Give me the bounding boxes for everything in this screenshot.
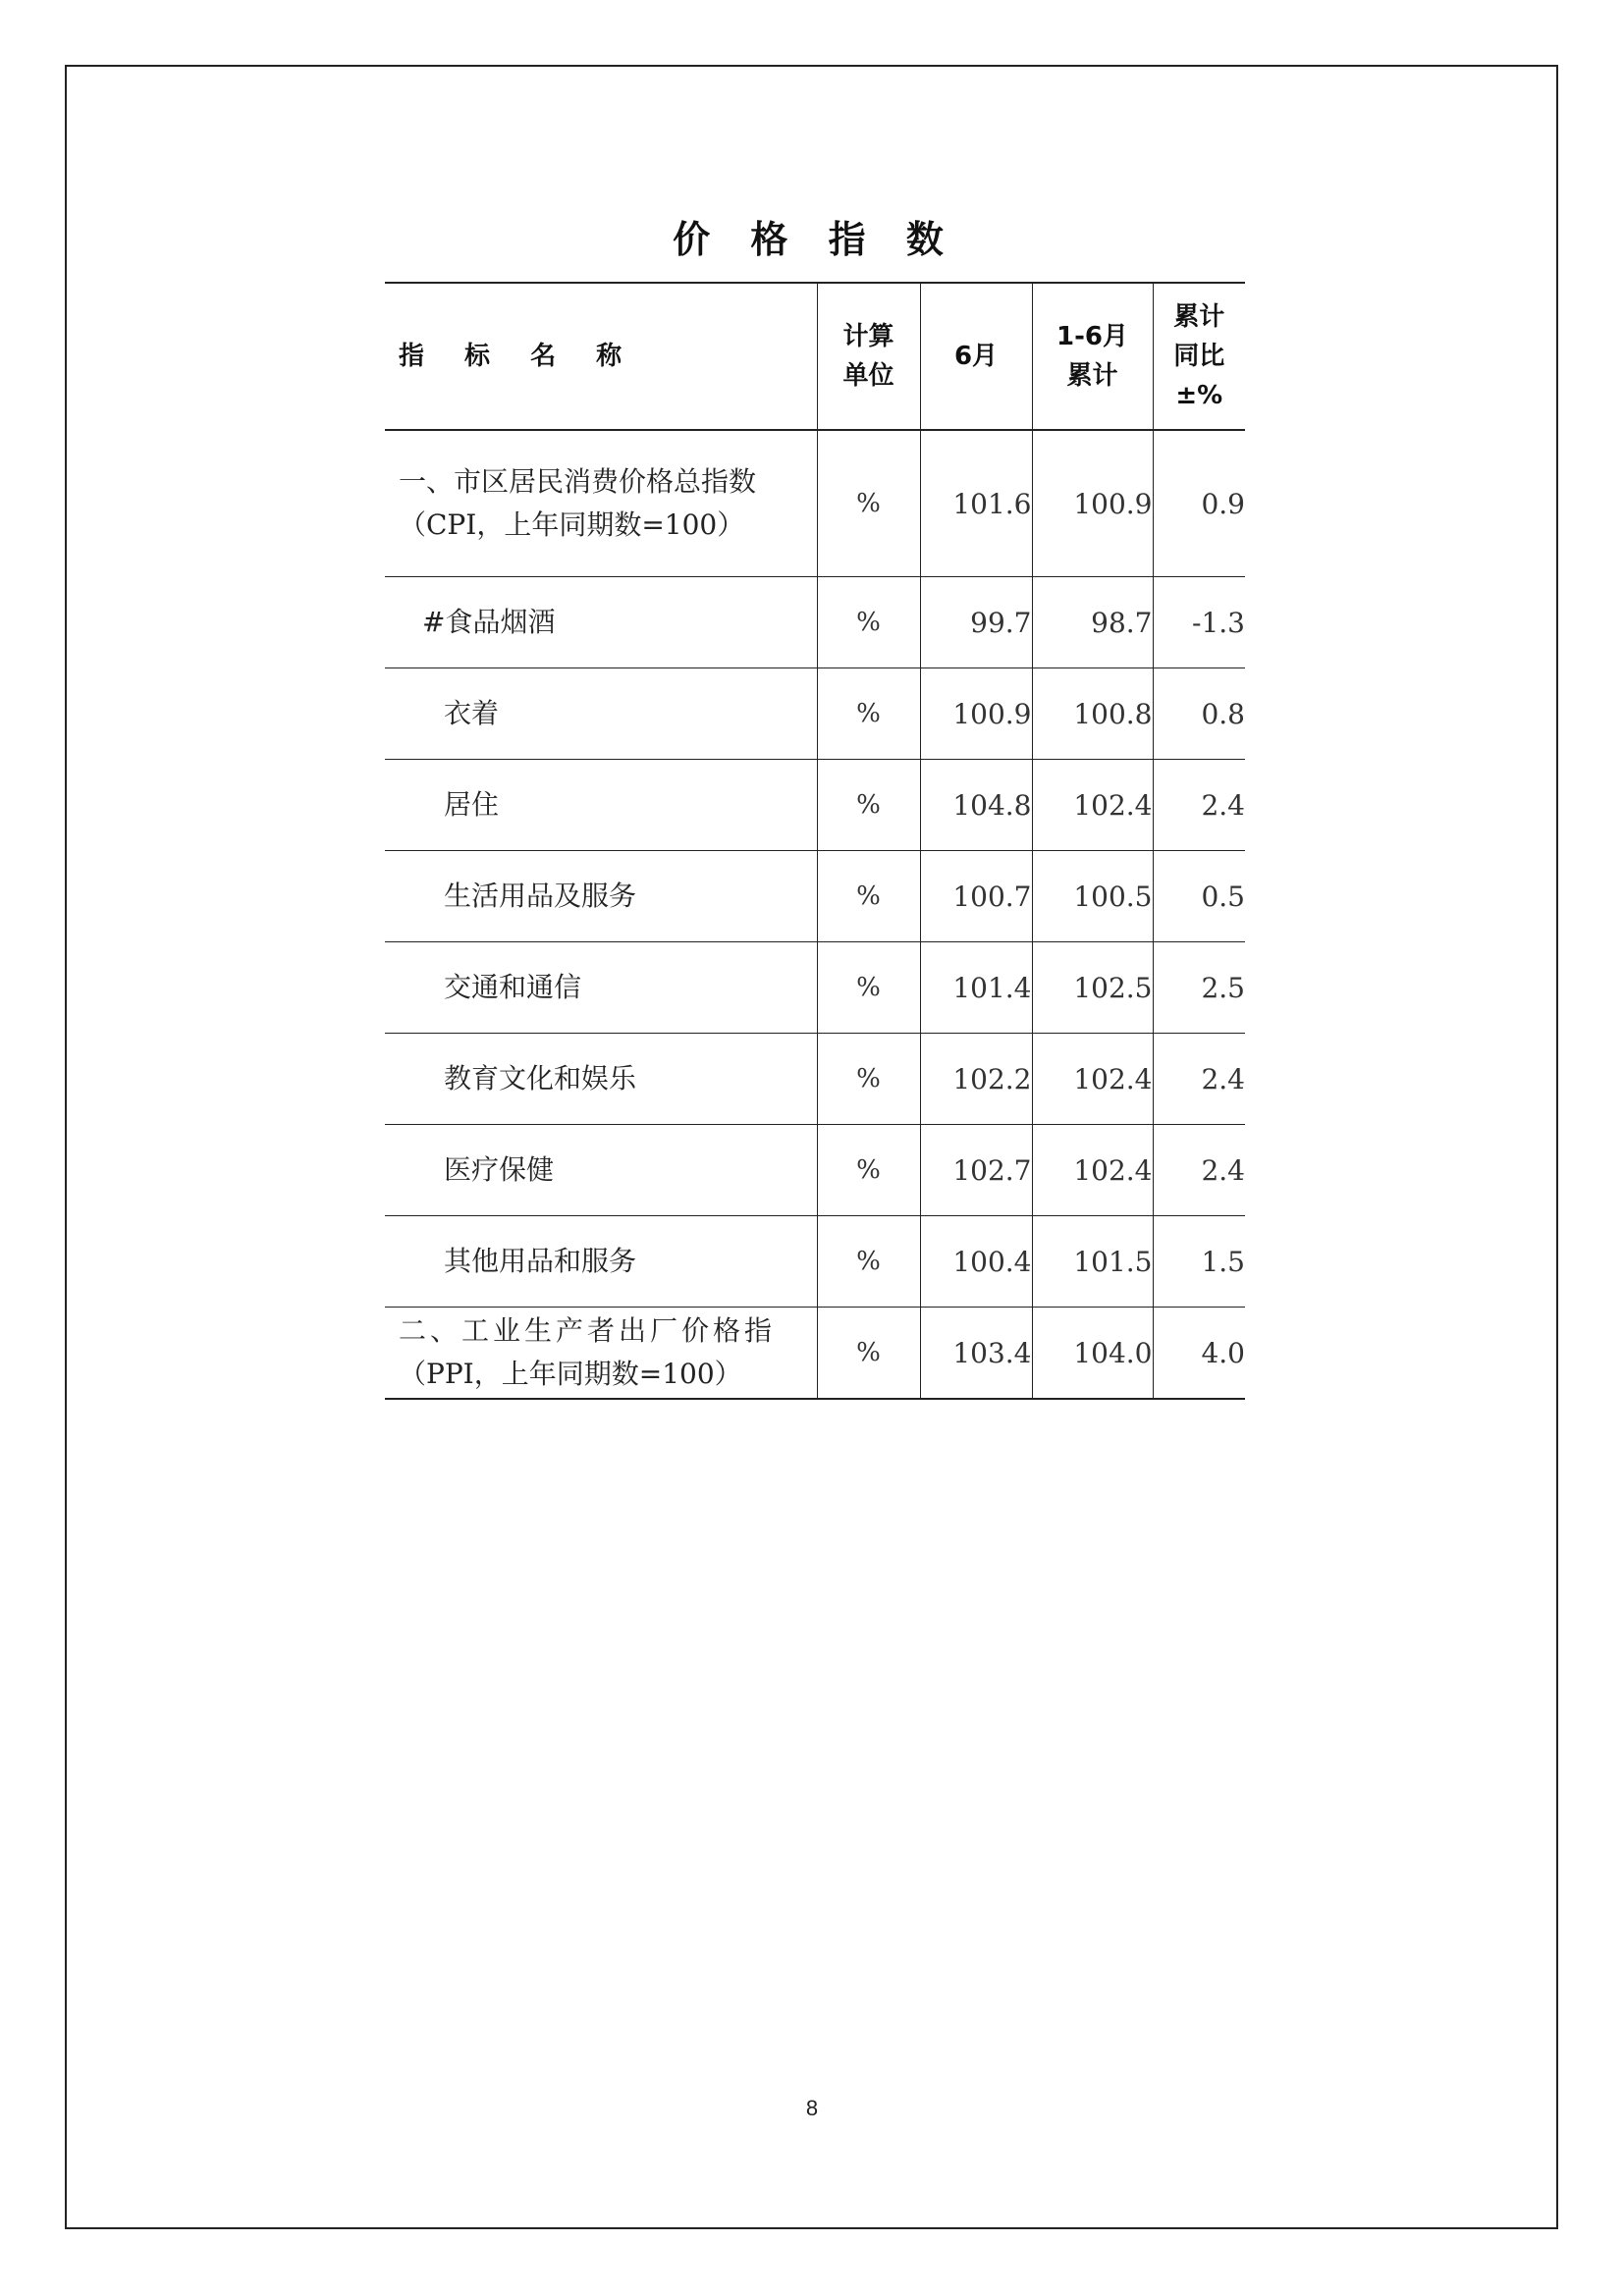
row-unit: % bbox=[817, 760, 920, 851]
row-month-value: 101.4 bbox=[920, 942, 1032, 1034]
row-name: 一、市区居民消费价格总指数 （CPI，上年同期数=100） bbox=[399, 465, 757, 541]
row-yoy-value: 2.5 bbox=[1153, 942, 1245, 1034]
row-yoy-value: 4.0 bbox=[1153, 1308, 1245, 1400]
row-month-value: 104.8 bbox=[920, 760, 1032, 851]
row-name: 医疗保健 bbox=[444, 1153, 555, 1186]
row-name: 居住 bbox=[444, 788, 500, 821]
row-month-value: 102.2 bbox=[920, 1034, 1032, 1125]
row-cumulative-value: 102.4 bbox=[1032, 760, 1153, 851]
page-number: 8 bbox=[805, 2096, 819, 2120]
row-month-value: 99.7 bbox=[920, 577, 1032, 668]
row-cumulative-value: 100.9 bbox=[1032, 430, 1153, 577]
row-yoy-value: 0.9 bbox=[1153, 430, 1245, 577]
table-row bbox=[385, 668, 1245, 760]
row-cumulative-value: 101.5 bbox=[1032, 1216, 1153, 1308]
table-row bbox=[385, 1308, 1245, 1400]
row-unit: % bbox=[817, 851, 920, 942]
row-cumulative-value: 102.4 bbox=[1032, 1034, 1153, 1125]
row-yoy-value: -1.3 bbox=[1153, 577, 1245, 668]
row-cumulative-value: 100.8 bbox=[1032, 668, 1153, 760]
row-unit: % bbox=[817, 577, 920, 668]
table-row bbox=[385, 1216, 1245, 1308]
row-unit: % bbox=[817, 430, 920, 577]
header-indicator-name: 指 标 名 称 bbox=[399, 342, 638, 371]
row-cumulative-value: 98.7 bbox=[1032, 577, 1153, 668]
row-name: 其他用品和服务 bbox=[444, 1245, 637, 1277]
header-row bbox=[385, 283, 1245, 430]
row-unit: % bbox=[817, 1034, 920, 1125]
row-name: 二、工业生产者出厂价格指 （PPI，上年同期数=100） bbox=[399, 1314, 777, 1390]
row-yoy-value: 1.5 bbox=[1153, 1216, 1245, 1308]
row-month-value: 103.4 bbox=[920, 1308, 1032, 1400]
row-cumulative-value: 102.4 bbox=[1032, 1125, 1153, 1216]
table-row bbox=[385, 1034, 1245, 1125]
row-name: 交通和通信 bbox=[444, 971, 582, 1003]
row-unit: % bbox=[817, 942, 920, 1034]
page-title: 价 格 指 数 bbox=[673, 218, 957, 261]
row-name: 衣着 bbox=[444, 697, 500, 729]
table-row bbox=[385, 1125, 1245, 1216]
row-cumulative-value: 100.5 bbox=[1032, 851, 1153, 942]
row-name: 生活用品及服务 bbox=[444, 880, 637, 912]
row-yoy-value: 2.4 bbox=[1153, 1125, 1245, 1216]
table-row bbox=[385, 851, 1245, 942]
row-month-value: 102.7 bbox=[920, 1125, 1032, 1216]
header-unit: 计算 单位 bbox=[817, 283, 920, 430]
row-month-value: 100.4 bbox=[920, 1216, 1032, 1308]
row-yoy-value: 0.5 bbox=[1153, 851, 1245, 942]
row-month-value: 100.9 bbox=[920, 668, 1032, 760]
row-cumulative-value: 104.0 bbox=[1032, 1308, 1153, 1400]
price-index-table bbox=[385, 282, 1245, 1400]
table-row bbox=[385, 577, 1245, 668]
row-unit: % bbox=[817, 668, 920, 760]
row-cumulative-value: 102.5 bbox=[1032, 942, 1153, 1034]
row-month-value: 101.6 bbox=[920, 430, 1032, 577]
header-yoy: 累计 同比 ±% bbox=[1153, 283, 1245, 430]
table-row bbox=[385, 760, 1245, 851]
row-yoy-value: 0.8 bbox=[1153, 668, 1245, 760]
row-unit: % bbox=[817, 1125, 920, 1216]
row-name: #食品烟酒 bbox=[422, 606, 556, 638]
table-row bbox=[385, 430, 1245, 577]
header-cumulative: 1-6月 累计 bbox=[1032, 283, 1153, 430]
row-name: 教育文化和娱乐 bbox=[444, 1062, 637, 1095]
row-yoy-value: 2.4 bbox=[1153, 760, 1245, 851]
table-row bbox=[385, 942, 1245, 1034]
row-unit: % bbox=[817, 1216, 920, 1308]
header-month: 6月 bbox=[920, 283, 1032, 430]
row-unit: % bbox=[817, 1308, 920, 1400]
row-yoy-value: 2.4 bbox=[1153, 1034, 1245, 1125]
row-month-value: 100.7 bbox=[920, 851, 1032, 942]
